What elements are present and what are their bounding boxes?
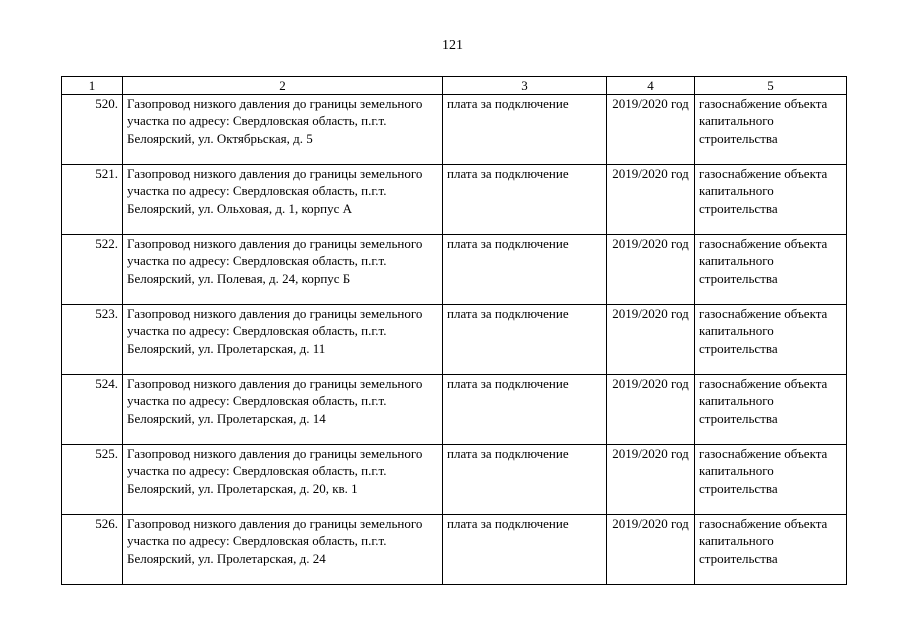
table-row bbox=[62, 445, 847, 515]
implementation-period: 2019/2020 год bbox=[607, 165, 695, 235]
object-purpose: газоснабжение объекта капитального строительства bbox=[695, 515, 847, 585]
table-row bbox=[62, 375, 847, 445]
column-header-1: 1 bbox=[62, 77, 123, 95]
object-purpose: газоснабжение объекта капитального строительства bbox=[695, 165, 847, 235]
funding-source: плата за подключение bbox=[443, 95, 607, 165]
table-row bbox=[62, 305, 847, 375]
object-name: Газопровод низкого давления до границы земельного участка по адресу: Свердловская область, п.г.т. Белоярский, ул. Октябрьская, д. 5 bbox=[123, 95, 443, 165]
funding-source: плата за подключение bbox=[443, 165, 607, 235]
object-name: Газопровод низкого давления до границы земельного участка по адресу: Свердловская область, п.г.т. Белоярский, ул. Пролетарская, д. 14 bbox=[123, 375, 443, 445]
implementation-period: 2019/2020 год bbox=[607, 445, 695, 515]
column-header-5: 5 bbox=[695, 77, 847, 95]
table-row bbox=[62, 95, 847, 165]
row-number: 523. bbox=[62, 305, 123, 375]
funding-source: плата за подключение bbox=[443, 375, 607, 445]
object-name: Газопровод низкого давления до границы земельного участка по адресу: Свердловская область, п.г.т. Белоярский, ул. Ольховая, д. 1, корпус А bbox=[123, 165, 443, 235]
table-row bbox=[62, 235, 847, 305]
object-purpose: газоснабжение объекта капитального строительства bbox=[695, 445, 847, 515]
object-name: Газопровод низкого давления до границы земельного участка по адресу: Свердловская область, п.г.т. Белоярский, ул. Пролетарская, д. 20, кв. 1 bbox=[123, 445, 443, 515]
funding-source: плата за подключение bbox=[443, 445, 607, 515]
implementation-period: 2019/2020 год bbox=[607, 95, 695, 165]
page-number: 121 bbox=[442, 38, 463, 53]
table-row bbox=[62, 165, 847, 235]
column-header-4: 4 bbox=[607, 77, 695, 95]
object-purpose: газоснабжение объекта капитального строительства bbox=[695, 375, 847, 445]
row-number: 524. bbox=[62, 375, 123, 445]
funding-source: плата за подключение bbox=[443, 515, 607, 585]
object-purpose: газоснабжение объекта капитального строительства bbox=[695, 95, 847, 165]
object-name: Газопровод низкого давления до границы земельного участка по адресу: Свердловская область, п.г.т. Белоярский, ул. Полевая, д. 24, корпус Б bbox=[123, 235, 443, 305]
object-name: Газопровод низкого давления до границы земельного участка по адресу: Свердловская область, п.г.т. Белоярский, ул. Пролетарская, д. 24 bbox=[123, 515, 443, 585]
row-number: 522. bbox=[62, 235, 123, 305]
column-header-2: 2 bbox=[123, 77, 443, 95]
object-name: Газопровод низкого давления до границы земельного участка по адресу: Свердловская область, п.г.т. Белоярский, ул. Пролетарская, д. 11 bbox=[123, 305, 443, 375]
implementation-period: 2019/2020 год bbox=[607, 235, 695, 305]
column-header-3: 3 bbox=[443, 77, 607, 95]
implementation-period: 2019/2020 год bbox=[607, 515, 695, 585]
funding-source: плата за подключение bbox=[443, 305, 607, 375]
row-number: 525. bbox=[62, 445, 123, 515]
implementation-period: 2019/2020 год bbox=[607, 375, 695, 445]
object-purpose: газоснабжение объекта капитального строительства bbox=[695, 235, 847, 305]
table-row bbox=[62, 515, 847, 585]
funding-source: плата за подключение bbox=[443, 235, 607, 305]
row-number: 521. bbox=[62, 165, 123, 235]
table-header-row bbox=[62, 77, 847, 95]
row-number: 526. bbox=[62, 515, 123, 585]
object-purpose: газоснабжение объекта капитального строительства bbox=[695, 305, 847, 375]
document-table bbox=[61, 76, 847, 585]
row-number: 520. bbox=[62, 95, 123, 165]
implementation-period: 2019/2020 год bbox=[607, 305, 695, 375]
